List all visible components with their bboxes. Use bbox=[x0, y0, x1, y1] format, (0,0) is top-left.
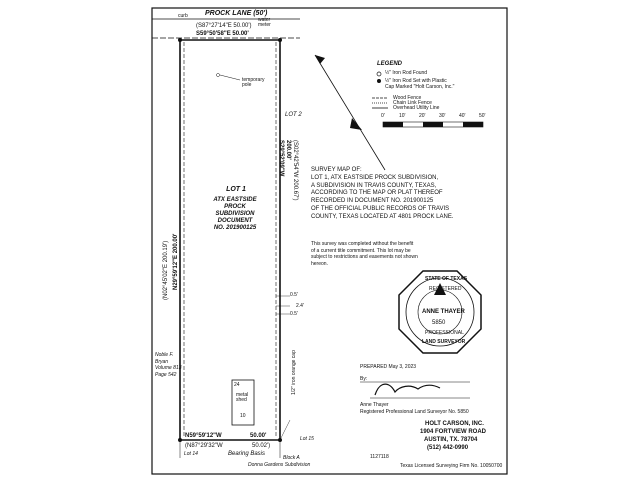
legend-item-3: Wood Fence bbox=[393, 95, 422, 101]
offset-05b: 0.5' bbox=[290, 311, 298, 317]
neighbour-label: Noble F. Bryan Volume 813 Page 542 bbox=[155, 352, 182, 378]
south-bearing-measured: N59°59'12"W bbox=[185, 433, 222, 439]
company-city: AUSTIN, TX. 78704 bbox=[424, 437, 478, 443]
east-bearing-measured: S29°52'09"W bbox=[278, 140, 284, 177]
lot-15-label: Lot 15 bbox=[300, 436, 314, 442]
temporary-pole-label: temporary pole bbox=[242, 77, 265, 88]
pole-leader bbox=[220, 75, 240, 80]
surveyor-title: Registered Professional Land Surveyor No. 5850 bbox=[360, 409, 469, 415]
north-arrow-icon bbox=[315, 55, 385, 170]
prepared-date: PREPARED May 3, 2023 bbox=[360, 364, 417, 370]
scale-10: 10' bbox=[399, 113, 406, 119]
lot-2-label: LOT 2 bbox=[285, 112, 302, 118]
scale-0: 0' bbox=[381, 113, 385, 119]
legend-item-1: ½" Iron Rod Found bbox=[385, 70, 428, 76]
seal-state: STATE OF TEXAS bbox=[425, 276, 468, 282]
temporary-pole bbox=[217, 74, 220, 77]
legend-title: LEGEND bbox=[377, 61, 403, 67]
seal-professional: PROFESSIONAL bbox=[425, 330, 464, 336]
company-name: HOLT CARSON, INC. bbox=[425, 421, 484, 427]
legend-item-4: Chain Link Fence bbox=[393, 100, 432, 106]
signature-scribble bbox=[375, 384, 440, 395]
scale-40: 40' bbox=[459, 113, 466, 119]
offset-05a: 0.5' bbox=[290, 292, 298, 298]
north-bearing-measured: S59°50'58"E 50.00' bbox=[196, 31, 249, 37]
block-label: Block A bbox=[283, 455, 300, 461]
bearing-basis-label: Bearing Basis bbox=[228, 451, 266, 457]
shed-dim-10: 10 bbox=[240, 413, 246, 419]
seal-number: 5850 bbox=[432, 320, 446, 326]
survey-description: SURVEY MAP OF: LOT 1, ATX EASTSIDE PROCK SUBDIVISION, A SUBDIVISION IN TRAVIS COUNTY, TEXAS, ACCORDING TO THE MAP OR PLAT THEREOF RECORDED IN DOCUMENT NO. 201900125 OF THE OFFICIAL PUBLIC RECORDS OF TRAVIS COUNTY, TEXAS LOCATED AT 4801 PROCK LANE. bbox=[311, 167, 454, 220]
job-number: 1127118 bbox=[370, 454, 389, 460]
by-label: By: bbox=[360, 376, 368, 382]
seal-land-surveyor: LAND SURVEYOR bbox=[422, 339, 466, 345]
seal-registered: REGISTERED bbox=[429, 286, 462, 292]
company-address: 1904 FORTVIEW ROAD bbox=[420, 429, 487, 435]
east-distance-measured: 200.00' bbox=[285, 140, 291, 160]
west-bearing-recorded: (N02°45'02"E 200.19') bbox=[163, 240, 169, 300]
cap-leader bbox=[280, 420, 290, 440]
surveyor-name: Anne Thayer bbox=[360, 402, 389, 408]
lot-title: LOT 1 bbox=[226, 186, 246, 193]
firm-number: Texas Licensed Surveying Firm No. 10050700 bbox=[400, 463, 503, 469]
scale-30: 30' bbox=[439, 113, 446, 119]
lot-14-label: Lot 14 bbox=[184, 451, 198, 457]
west-bearing-measured: N29°59'12"E 200.00' bbox=[173, 233, 179, 290]
street-name: PROCK LANE (50') bbox=[205, 10, 268, 17]
scale-bar bbox=[383, 122, 483, 127]
offset-24: 2.4' bbox=[296, 303, 304, 309]
legend-item-2: ½" Iron Rod Set with Plastic Cap Marked "Holt Carson, Inc." bbox=[385, 78, 455, 90]
curb-label: curb bbox=[178, 13, 188, 19]
east-bearing-recorded: (S02°42'54"W 200.67') bbox=[292, 140, 298, 201]
south-distance-recorded: 50.02') bbox=[252, 443, 271, 449]
company-phone: (512) 442-0990 bbox=[427, 445, 469, 451]
scale-50: 50' bbox=[479, 113, 486, 119]
survey-disclaimer: This survey was completed without the benefit of a current title commitment. This lot may be subject to restrictions and easements not shown hereon. bbox=[311, 241, 418, 267]
subdivision-label: ATX EASTSIDE PROCK SUBDIVISION DOCUMENT NO. 201900125 bbox=[213, 197, 257, 231]
south-bearing-recorded: (N87°29'32"W bbox=[185, 443, 223, 449]
south-distance-measured: 50.00' bbox=[250, 433, 267, 439]
corner-ne bbox=[278, 38, 282, 42]
scale-20: 20' bbox=[419, 113, 426, 119]
water-meter-label: water meter bbox=[258, 17, 271, 28]
seal-name: ANNE THAYER bbox=[422, 309, 465, 315]
shed-dim-24: 24 bbox=[234, 382, 240, 388]
cap-label: 1/2" iron orange cap bbox=[291, 350, 297, 395]
corner-nw bbox=[178, 38, 182, 42]
lot-boundary bbox=[180, 40, 280, 440]
donna-gardens-label: Donna Gardens Subdivision bbox=[248, 462, 311, 468]
shed-label: metal shed bbox=[236, 392, 249, 403]
legend-item-5: Overhead Utility Line bbox=[393, 105, 440, 111]
north-bearing-recorded: (S87°27'14"E 50.00') bbox=[196, 23, 252, 29]
